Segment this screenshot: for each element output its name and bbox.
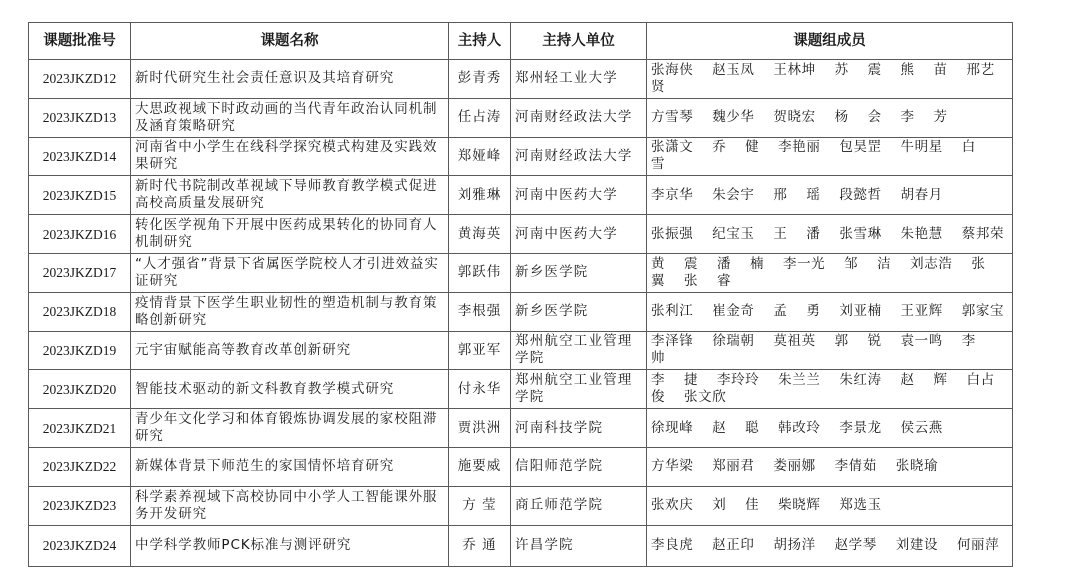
table-row (29, 370, 1013, 409)
cell-title: 大思政视域下时政动画的当代青年政治认同机制及涵育策略研究 (131, 98, 449, 137)
cell-title: 中学科学教师PCK标准与测评研究 (131, 525, 449, 566)
header-unit: 主持人单位 (511, 23, 647, 60)
cell-title: “人才强省”背景下省属医学院校人才引进效益实证研究 (131, 253, 449, 292)
table-row (29, 331, 1013, 370)
cell-title: 青少年文化学习和体育锻炼协调发展的家校阻滞研究 (131, 409, 449, 448)
cell-members: 黄 震 潘 楠 李一光 邹 洁 刘志浩 张 翼 张 睿 (647, 253, 1013, 292)
cell-members: 张振强 纪宝玉 王 潘 张雪琳 朱艳慧 蔡邦荣 (647, 215, 1013, 254)
table-row (29, 176, 1013, 215)
cell-host: 任占涛 (449, 98, 511, 137)
cell-unit: 郑州航空工业管理学院 (511, 370, 647, 409)
table-row (29, 60, 1013, 99)
cell-members: 李良虎 赵正印 胡扬洋 赵学琴 刘建设 何丽萍 (647, 525, 1013, 566)
cell-id: 2023JKZD12 (29, 60, 131, 99)
cell-host: 付永华 (449, 370, 511, 409)
cell-members: 徐现峰 赵 聪 韩改玲 李景龙 侯云燕 (647, 409, 1013, 448)
cell-title: 河南省中小学生在线科学探究模式构建及实践效果研究 (131, 137, 449, 176)
cell-members: 李 捷 李玲玲 朱兰兰 朱红涛 赵 辉 白占俊 张文欣 (647, 370, 1013, 409)
table-row (29, 292, 1013, 331)
table-row (29, 253, 1013, 292)
cell-id: 2023JKZD15 (29, 176, 131, 215)
cell-title: 疫情背景下医学生职业韧性的塑造机制与教育策略创新研究 (131, 292, 449, 331)
cell-host: 郭跃伟 (449, 253, 511, 292)
cell-unit: 郑州航空工业管理学院 (511, 331, 647, 370)
cell-host: 彭青秀 (449, 60, 511, 99)
table-row (29, 525, 1013, 566)
header-members: 课题组成员 (647, 23, 1013, 60)
cell-members: 方华梁 郑丽君 娄丽娜 李倩茹 张晓瑜 (647, 447, 1013, 486)
cell-id: 2023JKZD19 (29, 331, 131, 370)
cell-members: 方雪琴 魏少华 贺晓宏 杨 会 李 芳 (647, 98, 1013, 137)
cell-members: 李京华 朱会宇 邢 瑶 段懿哲 胡春月 (647, 176, 1013, 215)
cell-id: 2023JKZD14 (29, 137, 131, 176)
cell-id: 2023JKZD13 (29, 98, 131, 137)
cell-members: 张潇文 乔 健 李艳丽 包昊罡 牛明星 白 雪 (647, 137, 1013, 176)
header-host: 主持人 (449, 23, 511, 60)
table-row (29, 447, 1013, 486)
cell-id: 2023JKZD17 (29, 253, 131, 292)
cell-id: 2023JKZD22 (29, 447, 131, 486)
cell-title: 新时代研究生社会责任意识及其培育研究 (131, 60, 449, 99)
cell-unit: 信阳师范学院 (511, 447, 647, 486)
cell-unit: 河南科技学院 (511, 409, 647, 448)
cell-title: 科学素养视域下高校协同中小学人工智能课外服务开发研究 (131, 486, 449, 525)
cell-host: 郭亚军 (449, 331, 511, 370)
cell-title: 元宇宙赋能高等教育改革创新研究 (131, 331, 449, 370)
cell-members: 李泽锋 徐瑞朝 莫祖英 郭 锐 袁一鸣 李 帅 (647, 331, 1013, 370)
cell-title: 新媒体背景下师范生的家国情怀培育研究 (131, 447, 449, 486)
cell-title: 转化医学视角下开展中医药成果转化的协同育人机制研究 (131, 215, 449, 254)
table-row (29, 215, 1013, 254)
cell-id: 2023JKZD24 (29, 525, 131, 566)
cell-unit: 商丘师范学院 (511, 486, 647, 525)
table-row (29, 98, 1013, 137)
header-id: 课题批准号 (29, 23, 131, 60)
cell-title: 智能技术驱动的新文科教育教学模式研究 (131, 370, 449, 409)
cell-host: 郑娅峰 (449, 137, 511, 176)
cell-id: 2023JKZD16 (29, 215, 131, 254)
cell-unit: 河南中医药大学 (511, 215, 647, 254)
cell-unit: 新乡医学院 (511, 292, 647, 331)
table-row (29, 137, 1013, 176)
cell-unit: 新乡医学院 (511, 253, 647, 292)
table-body (29, 60, 1013, 567)
cell-unit: 河南财经政法大学 (511, 98, 647, 137)
cell-id: 2023JKZD21 (29, 409, 131, 448)
cell-unit: 河南中医药大学 (511, 176, 647, 215)
header-title: 课题名称 (131, 23, 449, 60)
cell-host: 黄海英 (449, 215, 511, 254)
header-row (29, 23, 1013, 60)
cell-members: 张利江 崔金奇 孟 勇 刘亚楠 王亚辉 郭家宝 (647, 292, 1013, 331)
cell-unit: 许昌学院 (511, 525, 647, 566)
cell-host: 乔 通 (449, 525, 511, 566)
cell-members: 张海侠 赵玉凤 王林坤 苏 震 熊 苗 邢艺贤 (647, 60, 1013, 99)
cell-host: 方 莹 (449, 486, 511, 525)
cell-title: 新时代书院制改革视域下导师教育教学模式促进高校高质量发展研究 (131, 176, 449, 215)
cell-host: 贾洪洲 (449, 409, 511, 448)
cell-id: 2023JKZD20 (29, 370, 131, 409)
table-row (29, 486, 1013, 525)
cell-host: 李根强 (449, 292, 511, 331)
cell-unit: 河南财经政法大学 (511, 137, 647, 176)
cell-id: 2023JKZD18 (29, 292, 131, 331)
cell-host: 刘雅琳 (449, 176, 511, 215)
cell-members: 张欢庆 刘 佳 柴晓辉 郑选玉 (647, 486, 1013, 525)
cell-host: 施要威 (449, 447, 511, 486)
cell-unit: 郑州轻工业大学 (511, 60, 647, 99)
cell-id: 2023JKZD23 (29, 486, 131, 525)
table-row (29, 409, 1013, 448)
project-table (28, 22, 1013, 567)
